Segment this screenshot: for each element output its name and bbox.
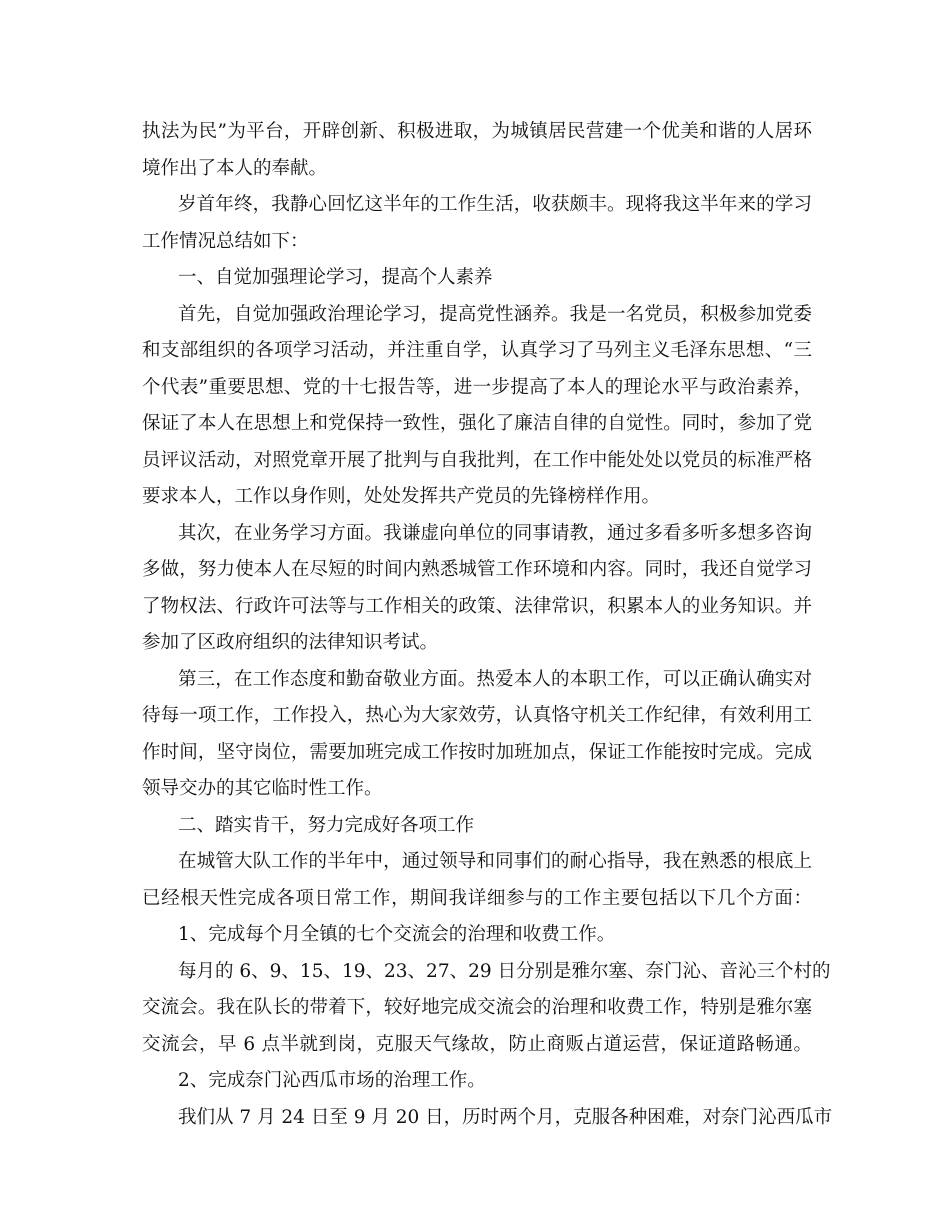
paragraph-first-line: 每月的 6、9、15、19、23、27、29 日分别是雅尔塞、奈门沁、音沁三个村的	[178, 960, 831, 982]
text-line: 保证了本人在思想上和党保持一致性，强化了廉洁自律的自觉性。同时，参加了党	[142, 413, 812, 434]
text-line: 待每一项工作，工作投入，热心为大家效劳，认真恪守机关工作纪律，有效利用工	[142, 705, 812, 726]
text-line: 已经根天性完成各项日常工作，期间我详细参与的工作主要包括以下几个方面：	[142, 887, 812, 909]
text-line: 要求本人，工作以身作则，处处发挥共产党员的先锋榜样作用。	[142, 486, 661, 507]
text-line: 执法为民”为平台，开辟创新、积极进取，为城镇居民营建一个优美和谐的人居环	[142, 121, 812, 142]
text-line: 交流会，早 6 点半就到岗，克服天气缘故，防止商贩占道运营，保证道路畅通。	[142, 1033, 812, 1055]
text-line: 作时间，坚守岗位，需要加班完成工作按时加班加点，保证工作能按时完成。完成	[142, 741, 812, 763]
text-line: 个代表”重要思想、党的十七报告等，进一步提高了本人的理论水平与政治素养，	[142, 376, 812, 398]
paragraph-first-line: 一、自觉加强理论学习，提高个人素养	[178, 267, 493, 288]
paragraph-first-line: 其次，在业务学习方面。我谦虚向单位的同事请教，通过多看多听多想多咨询	[178, 522, 812, 544]
text-line: 和支部组织的各项学习活动，并注重自学，认真学习了马列主义毛泽东思想、“三	[142, 340, 812, 361]
paragraph-first-line: 第三，在工作态度和勤奋敬业方面。热爱本人的本职工作，可以正确认确实对	[178, 668, 812, 690]
paragraph-first-line: 1、完成每个月全镇的七个交流会的治理和收费工作。	[178, 924, 616, 945]
paragraph-first-line: 在城管大队工作的半年中，通过领导和同事们的耐心指导，我在熟悉的根底上	[178, 851, 812, 872]
paragraph-first-line: 二、踏实肯干，努力完成好各项工作	[178, 814, 475, 836]
text-line: 交流会。我在队长的带着下，较好地完成交流会的治理和收费工作，特别是雅尔塞	[142, 997, 812, 1018]
document-body	[142, 114, 833, 1136]
text-line: 参加了区政府组织的法律知识考试。	[142, 632, 439, 653]
paragraph-first-line: 我们从 7 月 24 日至 9 月 20 日，历时两个月，克服各种困难，对奈门沁西瓜市	[178, 1106, 833, 1128]
paragraph-first-line: 首先，自觉加强政治理论学习，提高党性涵养。我是一名党员，积极参加党委	[178, 303, 812, 325]
text-line: 领导交办的其它临时性工作。	[142, 778, 383, 799]
text-line: 工作情况总结如下：	[142, 230, 309, 252]
paragraph-first-line: 2、完成奈门沁西瓜市场的治理工作。	[178, 1070, 486, 1091]
text-line: 多做，努力使本人在尽短的时间内熟悉城管工作环境和内容。同时，我还自觉学习	[142, 559, 812, 580]
text-line: 了物权法、行政许可法等与工作相关的政策、法律常识，积累本人的业务知识。并	[142, 595, 812, 617]
text-line: 员评议活动，对照党章开展了批判与自我批判，在工作中能处处以党员的标准严格	[142, 449, 812, 471]
paragraph-first-line: 岁首年终，我静心回忆这半年的工作生活，收获颇丰。现将我这半年来的学习	[178, 194, 812, 215]
text-line: 境作出了本人的奉献。	[142, 157, 328, 179]
